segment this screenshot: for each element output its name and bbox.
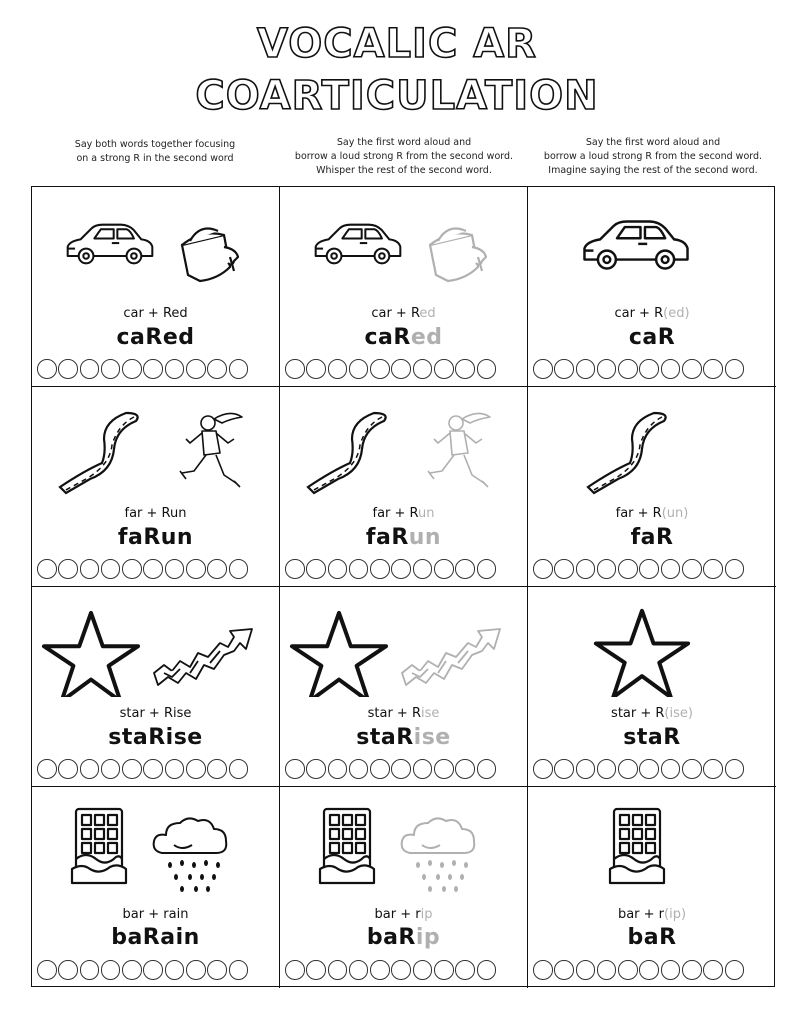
picture-area [280,587,526,697]
tracking-circle[interactable] [533,960,553,980]
tracking-circle[interactable] [229,359,249,379]
road-icon [60,413,138,493]
chocolate-bar-icon [320,809,374,883]
worksheet-cell [32,787,280,988]
tracking-circle[interactable] [618,359,638,379]
tracking-circle[interactable] [80,359,100,379]
equation-part: ise [420,706,440,721]
worksheet-cell [528,787,776,988]
tracking-circle[interactable] [661,359,681,379]
equation-part: car + Red [123,306,188,321]
tracking-circle[interactable] [186,960,206,980]
tracking-circle[interactable] [639,960,659,980]
tracking-circle[interactable] [703,759,723,779]
tracking-circles [37,359,248,379]
picture-area [528,187,774,297]
tracking-circle[interactable] [370,559,390,579]
tracking-circle[interactable] [101,359,121,379]
equation-part: star + R [611,706,665,721]
picture-area [32,587,278,697]
paint-bucket-icon [430,229,486,281]
tracking-circle[interactable] [413,759,433,779]
tracking-circles [285,960,496,980]
word-part: baR [366,925,416,950]
tracking-circle[interactable] [285,559,305,579]
word-equation [32,706,279,721]
word-equation [32,506,279,521]
tracking-circle[interactable] [477,759,497,779]
tracking-circle[interactable] [186,759,206,779]
tracking-circles [533,559,744,579]
instruction-line: Say the first word aloud and [336,137,472,148]
tracking-circle[interactable] [285,960,305,980]
equation-part: far + R [372,506,418,521]
tracking-circle[interactable] [349,359,369,379]
tracking-circle[interactable] [207,559,227,579]
instruction-line: Whisper the rest of the second word. [316,165,492,176]
tracking-circle[interactable] [122,559,142,579]
tracking-circle[interactable] [413,960,433,980]
instruction-line: borrow a loud strong R from the second word. [543,151,763,162]
picture-area [280,387,526,497]
tracking-circle[interactable] [477,359,497,379]
word-part: faR [365,525,409,550]
tracking-circle[interactable] [80,559,100,579]
tracking-circle[interactable] [455,960,475,980]
tracking-circle[interactable] [58,559,78,579]
tracking-circle[interactable] [477,960,497,980]
word-part: staRise [108,725,203,750]
road-icon [588,413,666,493]
worksheet-cell [32,387,280,587]
tracking-circles [37,960,248,980]
tracking-circle[interactable] [576,559,596,579]
combined-word [280,525,527,550]
rain-cloud-icon [416,860,468,892]
word-equation [528,506,776,521]
picture-area [528,587,774,697]
rain-cloud-icon [168,860,220,892]
picture-area [32,787,278,897]
worksheet-grid [31,186,775,987]
tracking-circle[interactable] [434,559,454,579]
tracking-circle[interactable] [703,960,723,980]
equation-part: (ise) [664,706,693,721]
star-icon [292,613,386,697]
word-equation [32,907,279,922]
word-part: faR [630,525,674,550]
tracking-circle[interactable] [165,960,185,980]
tracking-circle[interactable] [143,559,163,579]
runner-icon [180,413,242,487]
tracking-circle[interactable] [122,759,142,779]
tracking-circle[interactable] [143,960,163,980]
tracking-circle[interactable] [597,759,617,779]
tracking-circle[interactable] [122,960,142,980]
combined-word [528,725,776,750]
tracking-circle[interactable] [725,359,745,379]
tracking-circle[interactable] [101,960,121,980]
tracking-circle[interactable] [122,359,142,379]
combined-word [32,325,279,350]
tracking-circle[interactable] [455,759,475,779]
worksheet-cell [528,587,776,787]
runner-icon [428,413,490,487]
tracking-circle[interactable] [207,759,227,779]
picture-area [32,187,278,297]
tracking-circle[interactable] [661,559,681,579]
tracking-circle[interactable] [618,759,638,779]
tracking-circles [37,759,248,779]
tracking-circle[interactable] [285,759,305,779]
tracking-circle[interactable] [80,759,100,779]
tracking-circle[interactable] [349,960,369,980]
title-line-2: COARTICULATION [195,73,599,119]
tracking-circle[interactable] [391,759,411,779]
tracking-circle[interactable] [207,960,227,980]
equation-part: far + R [615,506,662,521]
word-part: caR [364,325,411,350]
instruction-line: Say both words together focusing [74,139,236,150]
tracking-circle[interactable] [391,960,411,980]
worksheet-cell [280,587,528,787]
chocolate-bar-icon [72,809,126,883]
worksheet-cell [280,187,528,387]
equation-part: ed [419,306,436,321]
combined-word [280,925,527,950]
word-equation [280,907,527,922]
tracking-circle[interactable] [597,359,617,379]
word-equation [528,907,776,922]
equation-part: (ip) [664,907,687,922]
tracking-circle[interactable] [37,359,57,379]
tracking-circle[interactable] [533,559,553,579]
word-part: ip [415,925,441,950]
word-part: staR [623,725,681,750]
road-icon [308,413,386,493]
tracking-circle[interactable] [306,359,326,379]
tracking-circle[interactable] [165,759,185,779]
tracking-circle[interactable] [143,759,163,779]
tracking-circle[interactable] [554,559,574,579]
tracking-circle[interactable] [703,359,723,379]
tracking-circle[interactable] [682,559,702,579]
word-part: baRain [111,925,200,950]
tracking-circle[interactable] [413,359,433,379]
tracking-circles [285,759,496,779]
tracking-circle[interactable] [455,559,475,579]
tracking-circle[interactable] [101,759,121,779]
tracking-circle[interactable] [413,559,433,579]
car-icon [584,221,687,268]
word-part: un [408,525,442,550]
combined-word [528,925,776,950]
car-icon [68,225,153,264]
tracking-circle[interactable] [725,559,745,579]
tracking-circles [533,759,744,779]
tracking-circle[interactable] [533,759,553,779]
worksheet-cell [528,387,776,587]
word-part: caRed [116,325,195,350]
chocolate-bar-icon [610,809,664,883]
picture-area [528,787,774,897]
tracking-circles [37,559,248,579]
tracking-circle[interactable] [554,359,574,379]
tracking-circle[interactable] [285,359,305,379]
tracking-circle[interactable] [682,359,702,379]
tracking-circle[interactable] [576,759,596,779]
tracking-circle[interactable] [661,759,681,779]
tracking-circle[interactable] [618,960,638,980]
tracking-circle[interactable] [37,759,57,779]
tracking-circle[interactable] [434,359,454,379]
tracking-circle[interactable] [207,359,227,379]
worksheet-cell [32,587,280,787]
tracking-circle[interactable] [597,960,617,980]
tracking-circle[interactable] [455,359,475,379]
combined-word [280,725,527,750]
equation-part: bar + r [617,907,665,922]
tracking-circle[interactable] [533,359,553,379]
tracking-circle[interactable] [370,759,390,779]
tracking-circle[interactable] [682,960,702,980]
rising-arrow-icon [402,629,500,685]
tracking-circle[interactable] [703,559,723,579]
combined-word [528,325,776,350]
word-part: caR [628,325,676,350]
tracking-circle[interactable] [229,559,249,579]
tracking-circle[interactable] [349,759,369,779]
combined-word [32,525,279,550]
word-equation [528,306,776,321]
word-equation [280,506,527,521]
tracking-circle[interactable] [725,759,745,779]
instruction-line: Say the first word aloud and [585,137,721,148]
word-part: ise [413,725,451,750]
equation-part: bar + r [374,907,421,922]
tracking-circle[interactable] [101,559,121,579]
paint-bucket-icon [182,229,238,281]
tracking-circle[interactable] [37,559,57,579]
picture-area [528,387,774,497]
combined-word [528,525,776,550]
tracking-circle[interactable] [328,559,348,579]
tracking-circle[interactable] [576,359,596,379]
tracking-circle[interactable] [554,759,574,779]
tracking-circle[interactable] [328,359,348,379]
tracking-circle[interactable] [306,960,326,980]
tracking-circle[interactable] [370,359,390,379]
tracking-circle[interactable] [370,960,390,980]
tracking-circle[interactable] [725,960,745,980]
worksheet-cell [32,187,280,387]
car-icon [316,225,401,264]
rising-arrow-icon [154,629,252,685]
tracking-circle[interactable] [58,960,78,980]
tracking-circle[interactable] [682,759,702,779]
rain-cloud-icon [154,818,227,853]
tracking-circle[interactable] [391,559,411,579]
tracking-circle[interactable] [37,960,57,980]
word-part: faRun [117,525,194,550]
tracking-circle[interactable] [229,960,249,980]
tracking-circle[interactable] [639,559,659,579]
tracking-circle[interactable] [306,759,326,779]
word-equation [280,306,527,321]
equation-part: car + R [371,306,420,321]
word-equation [528,706,776,721]
tracking-circle[interactable] [639,759,659,779]
instruction-line: Imagine saying the rest of the second word. [548,165,758,176]
tracking-circle[interactable] [328,960,348,980]
tracking-circles [285,359,496,379]
instruction-line: borrow a loud strong R from the second word. [294,151,514,162]
picture-area [280,187,526,297]
worksheet-cell [280,787,528,988]
tracking-circle[interactable] [639,359,659,379]
tracking-circle[interactable] [349,559,369,579]
word-part: ed [410,325,443,350]
star-icon [596,611,688,697]
tracking-circle[interactable] [229,759,249,779]
tracking-circle[interactable] [434,759,454,779]
equation-part: un [418,506,435,521]
worksheet-cell [280,387,528,587]
tracking-circle[interactable] [165,559,185,579]
equation-part: far + Run [124,506,187,521]
tracking-circles [533,960,744,980]
tracking-circle[interactable] [434,960,454,980]
tracking-circle[interactable] [597,559,617,579]
equation-part: (un) [661,506,689,521]
tracking-circle[interactable] [80,960,100,980]
equation-part: (ed) [663,306,690,321]
tracking-circle[interactable] [186,559,206,579]
star-icon [44,613,138,697]
combined-word [32,925,279,950]
tracking-circle[interactable] [143,359,163,379]
tracking-circle[interactable] [477,559,497,579]
tracking-circle[interactable] [328,759,348,779]
tracking-circle[interactable] [165,359,185,379]
equation-part: star + R [367,706,421,721]
title-line-1: VOCALIC AR [257,21,537,67]
picture-area [280,787,526,897]
word-part: staR [356,725,414,750]
equation-part: car + R [614,306,664,321]
tracking-circle[interactable] [306,559,326,579]
equation-part: bar + rain [122,907,189,922]
rain-cloud-icon [402,818,475,853]
tracking-circle[interactable] [391,359,411,379]
word-equation [32,306,279,321]
word-equation [280,706,527,721]
instruction-col-1 [24,138,286,166]
tracking-circle[interactable] [576,960,596,980]
tracking-circle[interactable] [554,960,574,980]
word-part: baR [627,925,677,950]
tracking-circle[interactable] [661,960,681,980]
picture-area [32,387,278,497]
instruction-col-2 [273,136,535,178]
equation-part: star + Rise [119,706,192,721]
equation-part: ip [420,907,433,922]
tracking-circles [285,559,496,579]
tracking-circle[interactable] [186,359,206,379]
tracking-circle[interactable] [618,559,638,579]
instruction-col-3 [522,136,784,178]
combined-word [280,325,527,350]
combined-word [32,725,279,750]
tracking-circle[interactable] [58,359,78,379]
instruction-line: on a strong R in the second word [76,153,234,164]
tracking-circle[interactable] [58,759,78,779]
worksheet-cell [528,187,776,387]
tracking-circles [533,359,744,379]
